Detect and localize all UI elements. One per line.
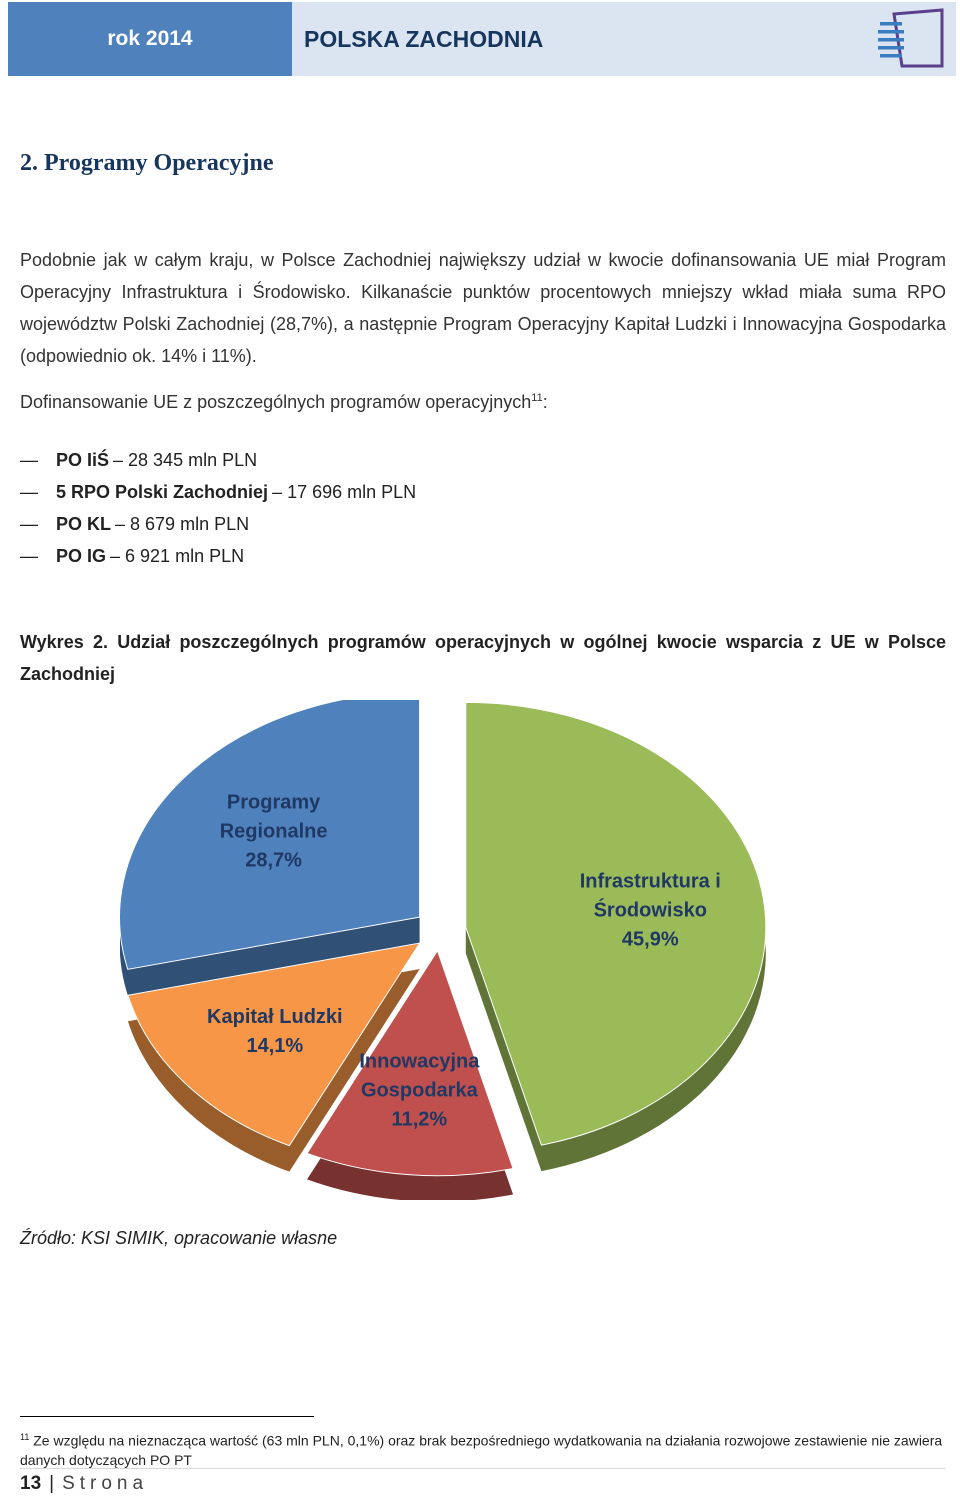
pie-chart xyxy=(120,700,840,1200)
page-footer xyxy=(20,1468,946,1499)
page-number: 13 xyxy=(20,1473,42,1494)
slice-label: 14,1% xyxy=(246,1035,304,1058)
slice-label: 45,9% xyxy=(621,928,679,951)
footnote xyxy=(20,1428,950,1470)
slice-label: Regionalne xyxy=(219,820,328,843)
intro-text: Dofinansowanie UE z poszczególnych programów operacyjnych xyxy=(20,392,532,412)
dash-bullet: — xyxy=(20,513,38,534)
slice-label: Infrastruktura i xyxy=(579,870,721,893)
program-amount: – 17 696 mln PLN xyxy=(272,481,417,502)
year-label: rok 2014 xyxy=(8,2,292,76)
program-amount: – 6 921 mln PLN xyxy=(110,545,245,566)
slice-label: Gospodarka xyxy=(361,1079,478,1102)
programs-intro xyxy=(20,392,548,413)
region-title: POLSKA ZACHODNIA xyxy=(292,2,956,76)
slice-label: Środowisko xyxy=(593,899,707,922)
body-paragraph: Podobnie jak w całym kraju, w Polsce Zachodniej największy udział w kwocie dofinansowania UE miał Program Operacyjny Infrastruktura i Środowisko. Kilkanaście punktów procentowych mniejszy wkład miała suma RPO województw Polski Zachodniej (28,7%), a następnie Program Operacyjny Kapitał Ludzki i Innowacyjna Gospodarka (odpowiednio ok. 14% i 11%). xyxy=(20,250,946,366)
dash-bullet: — xyxy=(20,545,38,566)
footnote-ref: 11 xyxy=(531,392,543,404)
program-name: PO IG xyxy=(56,545,107,566)
slice-label: Innowacyjna xyxy=(359,1050,480,1073)
program-name: 5 RPO Polski Zachodniej xyxy=(56,481,269,502)
footer-separator: | xyxy=(49,1473,55,1494)
slice-label: Kapitał Ludzki xyxy=(207,1006,343,1029)
chart-caption: Wykres 2. Udział poszczególnych programów operacyjnych w ogólnej kwocie wsparcia z UE w Polsce Zachodniej xyxy=(20,632,946,684)
footnote-text: Ze względu na nieznacząca wartość (63 mln PLN, 0,1%) oraz brak bezpośredniego wydatkowania na działania rozwojowe zestawienie nie zawiera danych dotyczących PO PT xyxy=(20,1432,943,1468)
list-item xyxy=(20,540,416,572)
dash-bullet: — xyxy=(20,449,38,470)
page-label: Strona xyxy=(62,1473,149,1494)
program-name: PO IiŚ xyxy=(56,449,110,470)
list-item xyxy=(20,508,416,540)
dash-bullet: — xyxy=(20,481,38,502)
program-name: PO KL xyxy=(56,513,112,534)
footnote-number: 11 xyxy=(20,1432,30,1442)
program-amount: – 28 345 mln PLN xyxy=(113,449,258,470)
slice-label: Programy xyxy=(226,791,321,814)
programs-list xyxy=(20,444,416,572)
section-title: 2. Programy Operacyjne xyxy=(20,150,274,176)
list-item xyxy=(20,476,416,508)
slice-label: 28,7% xyxy=(245,849,302,872)
program-amount: – 8 679 mln PLN xyxy=(115,513,250,534)
slice-label: 11,2% xyxy=(391,1108,448,1131)
page-header xyxy=(8,2,956,76)
document-stack-icon xyxy=(874,8,948,70)
source-note: Źródło: KSI SIMIK, opracowanie własne xyxy=(20,1228,338,1248)
intro-suffix: : xyxy=(542,392,548,412)
footnote-divider xyxy=(20,1416,314,1417)
list-item xyxy=(20,444,416,476)
